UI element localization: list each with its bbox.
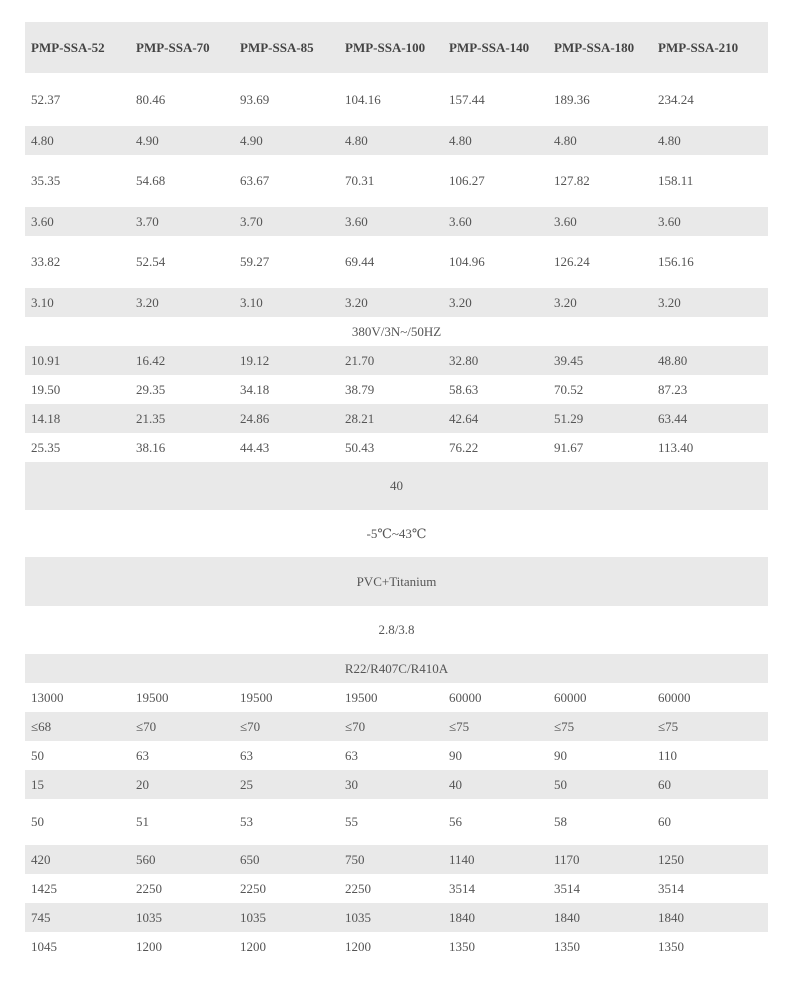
table-cell: 60000 [449,689,482,705]
table-cell: 20 [136,776,149,792]
column-header: PMP-SSA-140 [449,39,530,55]
table-cell: 58.63 [449,381,479,397]
spec-table [25,22,768,961]
table-cell: 51 [136,814,149,829]
table-cell: 19500 [345,689,378,705]
merged-cell: 380V/3N~/50HZ [351,323,442,339]
table-cell: 1200 [136,938,162,954]
table-cell: 1035 [240,909,266,925]
table-cell: 70.31 [345,173,375,188]
table-cell: 19.12 [240,352,270,368]
table-cell: 55 [345,814,358,829]
table-cell: 3.60 [658,213,681,229]
table-cell: 1170 [554,851,580,867]
table-row [25,741,768,770]
table-cell: 90 [554,747,567,763]
table-cell: 32.80 [449,352,479,368]
table-row [25,155,768,207]
table-row [25,126,768,155]
table-cell: 29.35 [136,381,166,397]
table-cell: 30 [345,776,358,792]
table-row [25,932,768,961]
table-cell: 54.68 [136,173,166,188]
table-cell: 91.67 [554,439,584,455]
table-body [25,73,768,961]
table-cell: 60000 [658,689,691,705]
table-cell: 3.20 [449,294,472,310]
table-cell: 560 [136,851,156,867]
table-row [25,346,768,375]
table-cell: 63.67 [240,173,270,188]
table-cell: 1350 [554,938,580,954]
table-cell: 4.80 [31,132,54,148]
table-row [25,557,768,606]
table-cell: 234.24 [658,91,694,107]
table-cell: 52.54 [136,254,166,269]
table-cell: 3.60 [554,213,577,229]
merged-cell: 40 [390,478,403,493]
table-cell: 3.20 [554,294,577,310]
table-row [25,874,768,903]
table-cell: ≤75 [658,718,679,734]
table-cell: ≤68 [31,718,52,734]
merged-cell: 2.8/3.8 [378,622,415,637]
table-cell: 158.11 [658,173,694,188]
table-cell: 10.91 [31,352,61,368]
table-cell: 3.10 [31,294,54,310]
table-cell: 38.79 [345,381,375,397]
table-row [25,236,768,288]
table-cell: 4.80 [449,132,472,148]
table-cell: 4.80 [345,132,368,148]
table-cell: 127.82 [554,173,590,188]
table-cell: 93.69 [240,91,270,107]
table-cell: 28.21 [345,410,375,426]
column-header: PMP-SSA-180 [554,39,635,55]
table-cell: ≤75 [449,718,470,734]
table-cell: 4.80 [658,132,681,148]
table-cell: 70.52 [554,381,584,397]
table-header-row [25,22,768,73]
table-cell: 80.46 [136,91,166,107]
table-cell: 4.90 [240,132,263,148]
table-cell: 750 [345,851,365,867]
table-cell: 40 [449,776,462,792]
column-header: PMP-SSA-52 [31,39,105,55]
table-row [25,207,768,236]
table-cell: 87.23 [658,381,688,397]
table-cell: 53 [240,814,253,829]
table-cell: 3.60 [449,213,472,229]
table-cell: 3.20 [658,294,681,310]
table-cell: 2250 [345,880,371,896]
table-cell: 42.64 [449,410,479,426]
table-row [25,903,768,932]
table-cell: 4.90 [136,132,159,148]
table-cell: 1250 [658,851,684,867]
table-row [25,845,768,874]
table-cell: 56 [449,814,462,829]
table-cell: 1200 [240,938,266,954]
table-row [25,317,768,346]
table-cell: 25.35 [31,439,61,455]
table-cell: 3.10 [240,294,263,310]
table-cell: 24.86 [240,410,270,426]
table-cell: 60000 [554,689,587,705]
table-cell: ≤70 [345,718,366,734]
table-row [25,770,768,799]
column-header: PMP-SSA-85 [240,39,314,55]
table-cell: 2250 [240,880,266,896]
table-cell: 34.18 [240,381,270,397]
table-cell: 104.96 [449,254,485,269]
table-row [25,375,768,404]
table-cell: 1035 [136,909,162,925]
table-cell: 50 [31,814,44,829]
table-cell: 3.60 [31,213,54,229]
table-cell: ≤70 [136,718,157,734]
table-cell: 60 [658,776,671,792]
table-cell: 1840 [554,909,580,925]
table-cell: 63 [345,747,358,763]
table-cell: 1840 [449,909,475,925]
table-cell: 25 [240,776,253,792]
table-cell: 52.37 [31,91,61,107]
table-cell: 2250 [136,880,162,896]
merged-cell: -5℃~43℃ [366,525,427,541]
table-cell: 1045 [31,938,57,954]
table-cell: 3514 [554,880,580,896]
table-cell: 60 [658,814,671,829]
table-cell: 16.42 [136,352,166,368]
table-cell: 157.44 [449,91,485,107]
table-cell: 1140 [449,851,475,867]
table-cell: 1350 [449,938,475,954]
table-cell: 63 [136,747,149,763]
table-cell: 13000 [31,689,64,705]
table-cell: 156.16 [658,254,694,269]
table-cell: 59.27 [240,254,270,269]
table-cell: 420 [31,851,51,867]
table-cell: 19500 [136,689,169,705]
table-cell: 745 [31,909,51,925]
table-cell: 3.60 [345,213,368,229]
table-cell: 1035 [345,909,371,925]
table-cell: 110 [658,747,678,763]
table-cell: 19500 [240,689,273,705]
table-cell: 63 [240,747,253,763]
table-cell: ≤70 [240,718,261,734]
table-cell: 189.36 [554,91,590,107]
table-cell: 15 [31,776,44,792]
table-cell: 1350 [658,938,684,954]
table-cell: 113.40 [658,439,694,455]
merged-cell: PVC+Titanium [356,573,437,589]
table-cell: 35.35 [31,173,61,188]
table-cell: 90 [449,747,462,763]
table-cell: 650 [240,851,260,867]
table-cell: 3.20 [136,294,159,310]
column-header: PMP-SSA-100 [345,39,426,55]
table-row [25,606,768,654]
table-row [25,654,768,683]
table-cell: 126.24 [554,254,590,269]
table-cell: 104.16 [345,91,381,107]
table-cell: 51.29 [554,410,584,426]
table-cell: 14.18 [31,410,61,426]
table-cell: 44.43 [240,439,270,455]
table-row [25,404,768,433]
table-row [25,462,768,510]
table-cell: 1200 [345,938,371,954]
table-cell: 3514 [449,880,475,896]
table-cell: 3.20 [345,294,368,310]
table-cell: 63.44 [658,410,688,426]
table-cell: 106.27 [449,173,485,188]
table-cell: 3514 [658,880,684,896]
table-cell: 50.43 [345,439,375,455]
table-cell: 3.70 [136,213,159,229]
table-cell: 3.70 [240,213,263,229]
table-row [25,683,768,712]
merged-cell: R22/R407C/R410A [344,660,449,676]
table-cell: 50 [554,776,567,792]
table-row [25,288,768,317]
table-cell: 1840 [658,909,684,925]
table-cell: 69.44 [345,254,375,269]
table-row [25,433,768,462]
table-cell: 38.16 [136,439,166,455]
table-row [25,73,768,126]
table-cell: 19.50 [31,381,61,397]
table-cell: ≤75 [554,718,575,734]
table-cell: 48.80 [658,352,688,368]
table-cell: 21.70 [345,352,375,368]
column-header: PMP-SSA-210 [658,39,739,55]
table-row [25,712,768,741]
table-cell: 21.35 [136,410,166,426]
table-cell: 58 [554,814,567,829]
table-row [25,799,768,845]
table-cell: 1425 [31,880,57,896]
table-row [25,510,768,557]
table-cell: 4.80 [554,132,577,148]
table-cell: 76.22 [449,439,479,455]
column-header: PMP-SSA-70 [136,39,210,55]
table-cell: 39.45 [554,352,584,368]
table-cell: 33.82 [31,254,61,269]
table-cell: 50 [31,747,44,763]
